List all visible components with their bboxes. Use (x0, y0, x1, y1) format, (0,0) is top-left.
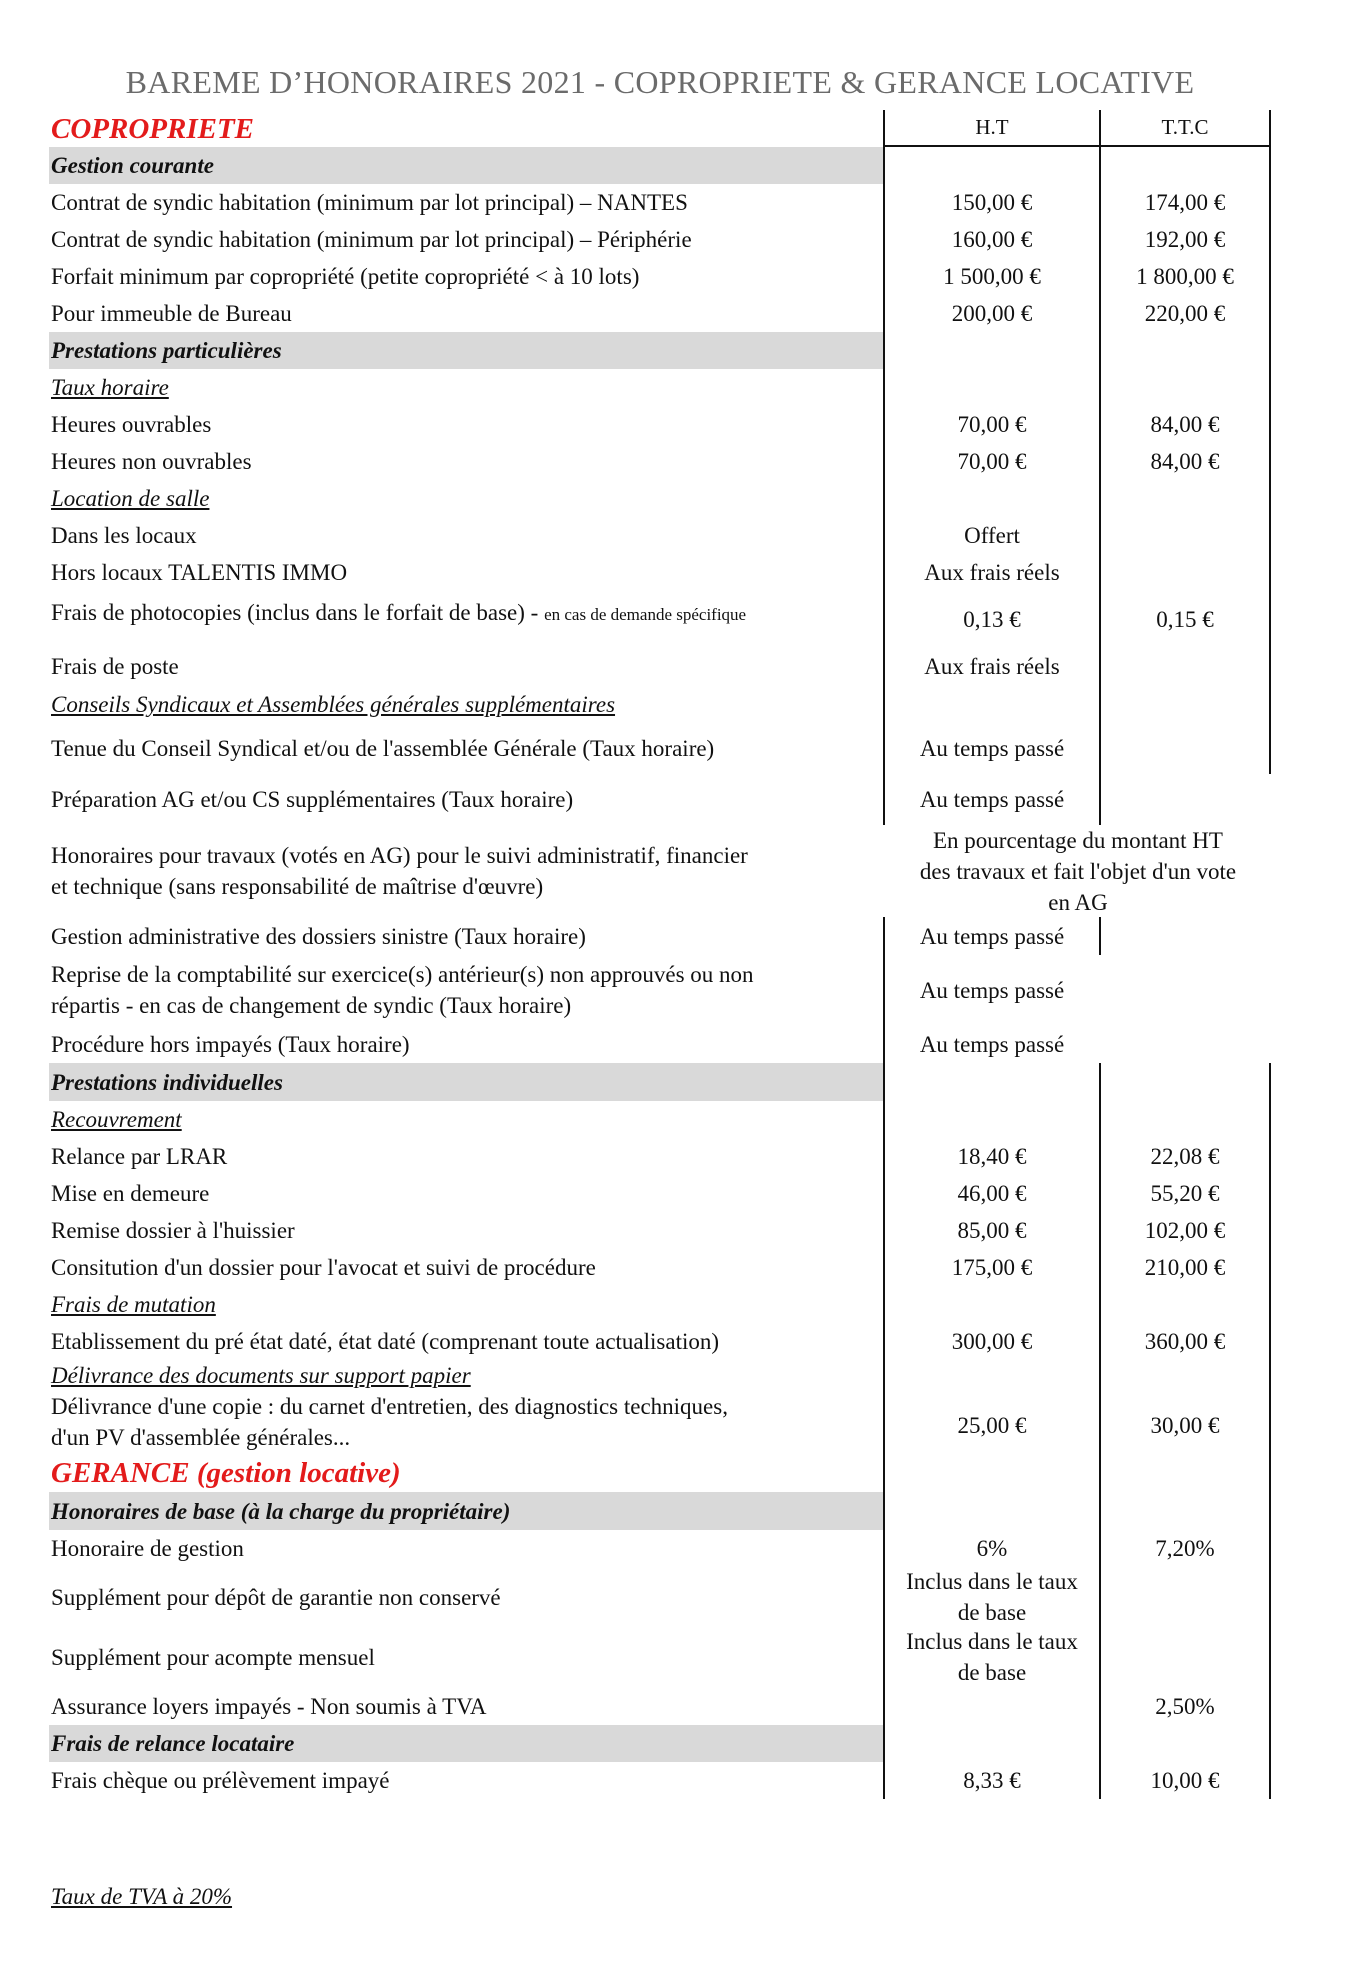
row-label: Consitution d'un dossier pour l'avocat et suivi de procédure (51, 1255, 596, 1280)
table-row (49, 1212, 1271, 1249)
ht-value: 70,00 € (883, 443, 1099, 480)
subcategory-row (49, 369, 1271, 406)
category-row (49, 1725, 1271, 1762)
travaux-label-line-2: et technique (sans responsabilité de maîtrise d'œuvre) (51, 874, 544, 899)
table-row (49, 1567, 1271, 1627)
ttc-value: 2,50% (1099, 1687, 1271, 1725)
row-label: Forfait minimum par copropriété (petite copropriété < à 10 lots) (51, 264, 640, 289)
table-row (49, 1360, 1271, 1454)
travaux-value (883, 825, 1271, 917)
row-label: Frais de poste (51, 654, 179, 679)
row-label: Relance par LRAR (51, 1144, 228, 1169)
table-row (49, 1025, 1271, 1063)
table-row (49, 774, 1271, 825)
travaux-value-line-3: en AG (1048, 889, 1108, 915)
ht-value: Offert (883, 517, 1099, 554)
row-label: Gestion administrative des dossiers sinistre (Taux horaire) (51, 923, 586, 949)
subcategory-heading: Conseils Syndicaux et Assemblées générales supplémentaires (51, 692, 616, 717)
ht-value: 175,00 € (883, 1249, 1099, 1286)
ht-value: 0,13 € (883, 591, 1099, 647)
ttc-value: 174,00 € (1099, 184, 1271, 221)
table-row (49, 1175, 1271, 1212)
ht-value: Au temps passé (883, 1025, 1099, 1063)
ht-value: 70,00 € (883, 406, 1099, 443)
category-row (49, 332, 1271, 369)
row-label: Préparation AG et/ou CS supplémentaires (Taux horaire) (51, 787, 574, 812)
ht-value: 85,00 € (883, 1212, 1099, 1249)
delivrance-label-line-2: d'un PV d'assemblée générales... (51, 1425, 351, 1450)
row-label: Honoraire de gestion (51, 1536, 244, 1561)
subcategory-heading: Délivrance des documents sur support papier (51, 1363, 471, 1388)
table-row (49, 517, 1271, 554)
table-row (49, 1249, 1271, 1286)
table-row (49, 1762, 1271, 1799)
table-row (49, 1323, 1271, 1360)
ht-value: 300,00 € (883, 1323, 1099, 1360)
ht-value: 25,00 € (883, 1360, 1099, 1454)
table-header-row (49, 110, 1271, 147)
reprise-label-line-2: répartis - en cas de changement de syndic (Taux horaire) (51, 993, 572, 1018)
ht-value: Au temps passé (883, 774, 1099, 825)
travaux-value-line-2: des travaux et fait l'objet d'un vote (919, 858, 1237, 884)
ht-value: Au temps passé (883, 723, 1099, 774)
page-title: BAREME D’HONORAIRES 2021 - COPROPRIETE & GERANCE LOCATIVE (125, 64, 1195, 100)
category-heading: Gestion courante (49, 147, 883, 184)
row-label: Etablissement du pré état daté, état daté (comprenant toute actualisation) (51, 1329, 720, 1354)
ttc-value: 210,00 € (1099, 1249, 1271, 1286)
subcategory-heading: Taux horaire (51, 375, 169, 400)
category-heading: Frais de relance locataire (49, 1725, 883, 1762)
ttc-value: 1 800,00 € (1099, 258, 1271, 295)
table-row (49, 1138, 1271, 1175)
table-row (49, 1530, 1271, 1567)
ht-value: Au temps passé (883, 917, 1099, 955)
category-heading: Honoraires de base (à la charge du propriétaire) (49, 1492, 883, 1530)
table-row (49, 825, 1271, 917)
ht-value: 160,00 € (883, 221, 1099, 258)
row-label: Frais chèque ou prélèvement impayé (51, 1768, 390, 1793)
depot-ht-line-2: de base (957, 1600, 1027, 1625)
table-row (49, 184, 1271, 221)
row-label (49, 591, 883, 647)
row-label (49, 1360, 883, 1454)
photocopies-label: Frais de photocopies (inclus dans le forfait de base) - (51, 600, 545, 625)
table-row (49, 443, 1271, 480)
row-label: Tenue du Conseil Syndical et/ou de l'assemblée Générale (Taux horaire) (51, 736, 715, 761)
table-row (49, 647, 1271, 686)
subcategory-row (49, 1286, 1271, 1323)
column-ttc-header: T.T.C (1099, 110, 1271, 147)
category-heading: Prestations individuelles (49, 1063, 883, 1101)
row-label: Remise dossier à l'huissier (51, 1218, 295, 1243)
vat-footnote: Taux de TVA à 20% (51, 1884, 233, 1909)
ttc-value: 220,00 € (1099, 295, 1271, 332)
row-label: Heures non ouvrables (51, 449, 252, 474)
subcategory-row (49, 1101, 1271, 1138)
ttc-value: 22,08 € (1099, 1138, 1271, 1175)
table-row (49, 723, 1271, 774)
category-row (49, 1063, 1271, 1101)
category-row (49, 147, 1271, 184)
row-label: Supplément pour acompte mensuel (51, 1644, 375, 1670)
subcategory-heading: Recouvrement (51, 1107, 182, 1132)
travaux-label-line-1: Honoraires pour travaux (votés en AG) pour le suivi administratif, financier (51, 843, 748, 868)
acompte-ht-line-1: Inclus dans le taux (906, 1629, 1078, 1654)
table-row (49, 1687, 1271, 1725)
row-label: Supplément pour dépôt de garantie non conservé (51, 1584, 501, 1610)
ht-value: 1 500,00 € (883, 258, 1099, 295)
ttc-value: 84,00 € (1099, 443, 1271, 480)
fee-table (49, 110, 1271, 1799)
subcategory-row (49, 480, 1271, 517)
photocopies-note: en cas de demande spécifique (544, 605, 747, 624)
travaux-value-line-1: En pourcentage du montant HT (933, 827, 1223, 853)
ht-value: 6% (883, 1530, 1099, 1567)
row-label: Heures ouvrables (51, 412, 212, 437)
ht-value: 46,00 € (883, 1175, 1099, 1212)
section-row (49, 1454, 1271, 1492)
table-row (49, 591, 1271, 647)
row-label: Contrat de syndic habitation (minimum par lot principal) – NANTES (51, 190, 688, 215)
copropriete-heading: COPROPRIETE (51, 112, 255, 145)
table-row (49, 406, 1271, 443)
ttc-value: 360,00 € (1099, 1323, 1271, 1360)
ht-value: Aux frais réels (883, 647, 1099, 686)
row-label: Dans les locaux (51, 523, 197, 548)
ht-value (883, 1627, 1099, 1687)
acompte-ht-line-2: de base (957, 1660, 1027, 1685)
subcategory-row (49, 686, 1271, 723)
ttc-value: 30,00 € (1099, 1360, 1271, 1454)
subcategory-heading: Location de salle (51, 486, 210, 511)
ht-value (883, 1567, 1099, 1627)
ttc-value: 7,20% (1099, 1530, 1271, 1567)
ttc-value: 55,20 € (1099, 1175, 1271, 1212)
gerance-heading: GERANCE (gestion locative) (51, 1457, 401, 1489)
table-row (49, 917, 1271, 955)
ttc-value: 102,00 € (1099, 1212, 1271, 1249)
table-row (49, 1627, 1271, 1687)
ht-value: Au temps passé (883, 955, 1099, 1025)
ttc-value: 0,15 € (1099, 591, 1271, 647)
row-label: Hors locaux TALENTIS IMMO (51, 560, 348, 585)
category-row (49, 1492, 1271, 1530)
column-ht-header: H.T (883, 110, 1099, 147)
table-row (49, 955, 1271, 1025)
row-label: Pour immeuble de Bureau (51, 301, 292, 326)
ht-value: 200,00 € (883, 295, 1099, 332)
ht-value: 8,33 € (883, 1762, 1099, 1799)
category-heading: Prestations particulières (49, 332, 883, 369)
row-label: Assurance loyers impayés - Non soumis à TVA (51, 1693, 487, 1719)
subcategory-heading: Frais de mutation (51, 1292, 216, 1317)
ttc-value: 84,00 € (1099, 406, 1271, 443)
row-label: Contrat de syndic habitation (minimum par lot principal) – Périphérie (51, 227, 692, 252)
ht-value: Aux frais réels (883, 554, 1099, 591)
ht-value: 150,00 € (883, 184, 1099, 221)
ttc-value: 10,00 € (1099, 1762, 1271, 1799)
ttc-value: 192,00 € (1099, 221, 1271, 258)
delivrance-label-line-1: Délivrance d'une copie : du carnet d'entretien, des diagnostics techniques, (51, 1394, 728, 1419)
table-row (49, 554, 1271, 591)
depot-ht-line-1: Inclus dans le taux (906, 1569, 1078, 1594)
ht-value: 18,40 € (883, 1138, 1099, 1175)
table-row (49, 295, 1271, 332)
row-label: Procédure hors impayés (Taux horaire) (51, 1031, 410, 1057)
table-row (49, 221, 1271, 258)
table-row (49, 258, 1271, 295)
row-label: Mise en demeure (51, 1181, 210, 1206)
row-label (49, 955, 883, 1025)
reprise-label-line-1: Reprise de la comptabilité sur exercice(s) antérieur(s) non approuvés ou non (51, 962, 754, 987)
row-label (49, 825, 883, 917)
